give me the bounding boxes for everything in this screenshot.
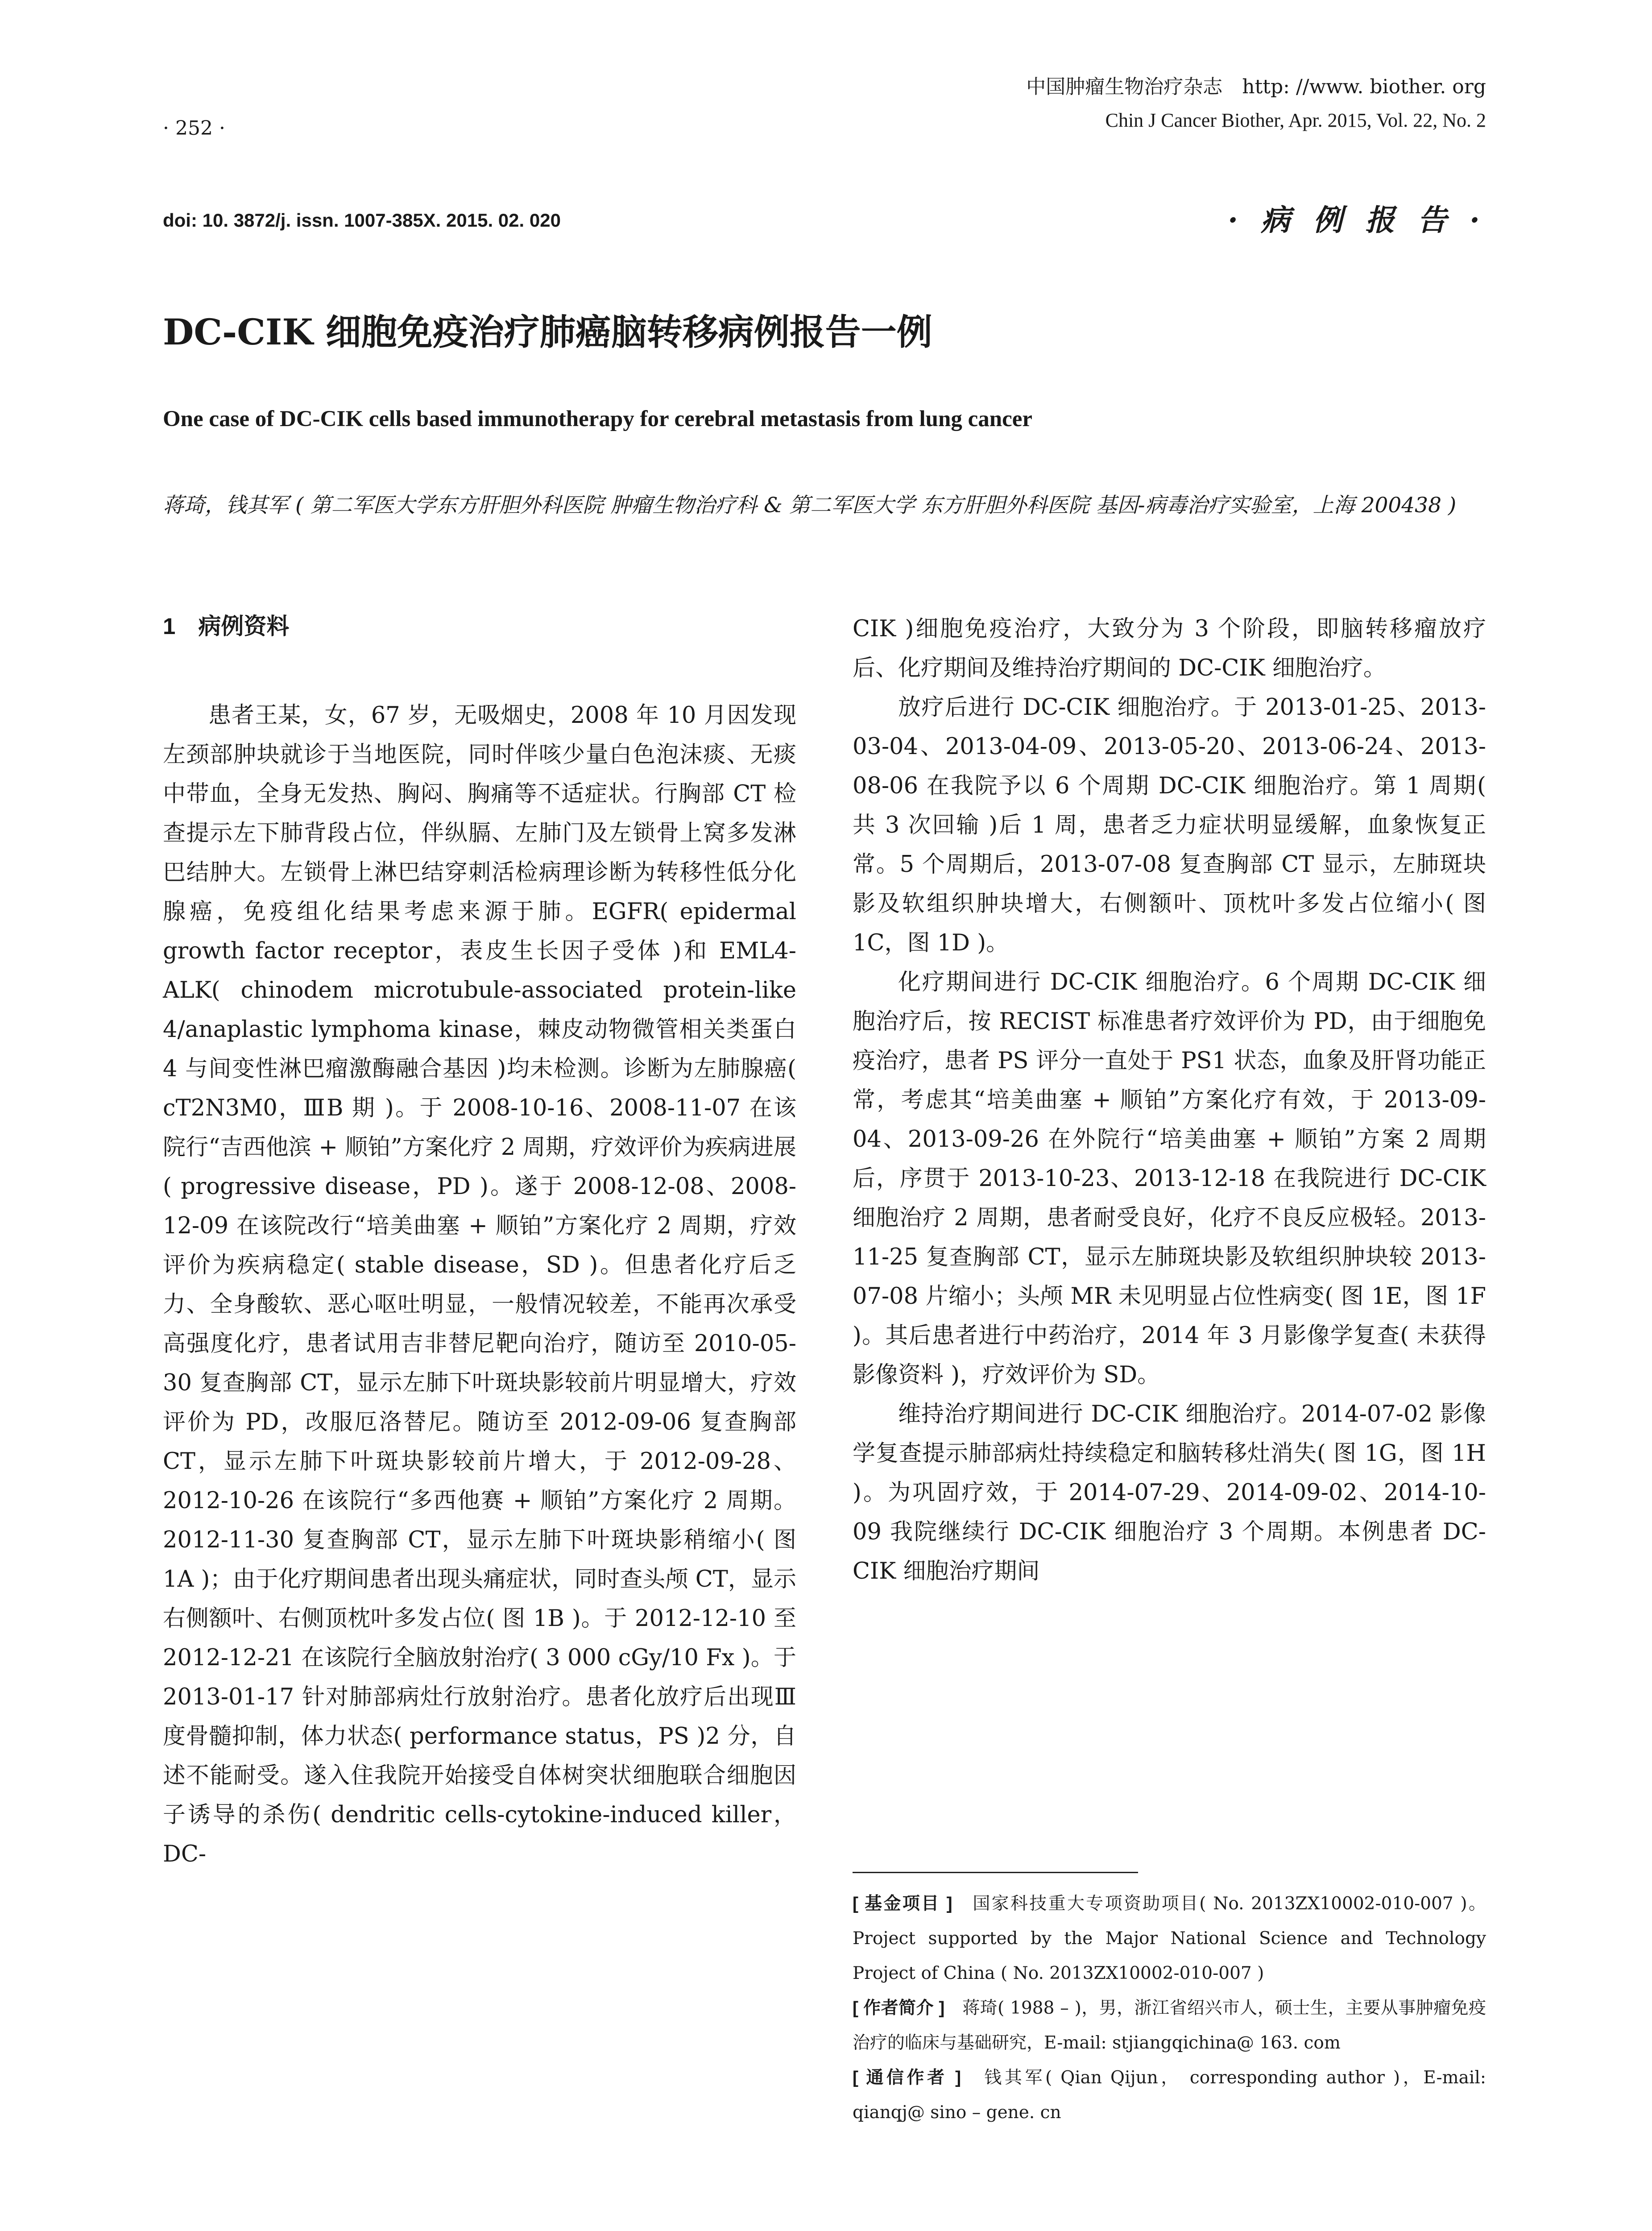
paragraph: 放疗后进行 DC-CIK 细胞治疗。于 2013-01-25、2013-03-04、2013-04-09、2013-05-20、2013-06-24、2013-08-06 在我院予以 6 个周期 DC-CIK 细胞治疗。第 1 周期( 共 3 次回输 )后 1 周，患者乏力症状明显缓解，血象恢复正常。5 个周期后，2013-07-08 复查胸部 CT 显示，左肺斑块影及软组织肿块增大，右侧额叶、顶枕叶多发占位缩小( 图 1C，图 1D )。 [853, 694, 1486, 956]
paragraph-continuation: CIK )细胞免疫治疗，大致分为 3 个阶段，即脑转移瘤放疗后、化疗期间及维持治疗期间的 DC-CIK 细胞治疗。 [853, 616, 1486, 681]
right-column [853, 610, 1486, 1591]
footnote-fund [853, 1887, 1486, 1991]
footnote-text: 国家科技重大专项资助项目( No. 2013ZX10002-010-007 )。Project supported by the Major National Science and Technology Project of China ( No. 2013ZX10002-010-007 ) [853, 1894, 1486, 1983]
footnote-corresponding [853, 2061, 1486, 2130]
footnote-label: [ 通信作者 ] [853, 2068, 961, 2087]
article-title-en: One case of DC-CIK cells based immunotherapy for cerebral metastasis from lung cancer [163, 406, 1033, 431]
section-heading: 1 病例资料 [163, 614, 290, 639]
footnote-author [853, 1991, 1486, 2061]
footnote-text: 蒋琦( 1988 – )，男，浙江省绍兴市人，硕士生，主要从事肿瘤免疫治疗的临床与基础研究，E-mail: stjiangqichina@ 163. com [853, 1998, 1486, 2053]
paragraph: 患者王某，女，67 岁，无吸烟史，2008 年 10 月因发现左颈部肿块就诊于当地医院，同时伴咳少量白色泡沫痰、无痰中带血，全身无发热、胸闷、胸痛等不适症状。行胸部 CT 检查提示左下肺背段占位，伴纵膈、左肺门及左锁骨上窝多发淋巴结肿大。左锁骨上淋巴结穿刺活检病理诊断为转移性低分化腺癌，免疫组化结果考虑来源于肺。EGFR( epidermal growth factor receptor，表皮生长因子受体 )和 EML4-ALK( chinodem microtubule-associated protein-like 4/anaplastic lymphoma kinase，棘皮动物微管相关类蛋白 4 与间变性淋巴瘤激酶融合基因 )均未检测。诊断为左肺腺癌( cT2N3M0，ⅢB 期 )。于 2008-10-16、2008-11-07 在该院行“吉西他滨 + 顺铂”方案化疗 2 周期，疗效评价为疾病进展( progressive disease，PD )。遂于 2008-12-08、2008-12-09 在该院改行“培美曲塞 + 顺铂”方案化疗 2 周期，疗效评价为疾病稳定( stable disease，SD )。但患者化疗后乏力、全身酸软、恶心呕吐明显，一般情况较差，不能再次承受高强度化疗，患者试用吉非替尼靶向治疗，随访至 2010-05-30 复查胸部 CT，显示左肺下叶斑块影较前片明显增大，疗效评价为 PD，改服厄洛替尼。随访至 2012-09-06 复查胸部 CT，显示左肺下叶斑块影较前片增大，于 2012-09-28、2012-10-26 在该院行“多西他赛 + 顺铂”方案化疗 2 周期。2012-11-30 复查胸部 CT，显示左肺下叶斑块影稍缩小( 图 1A )；由于化疗期间患者出现头痛症状，同时查头颅 CT，显示右侧额叶、右侧顶枕叶多发占位( 图 1B )。于 2012-12-10 至 2012-12-21 在该院行全脑放射治疗( 3 000 cGy/10 Fx )。于 2013-01-17 针对肺部病灶行放射治疗。患者化放疗后出现Ⅲ度骨髓抑制，体力状态( performance status，PS )2 分，自述不能耐受。遂入住我院开始接受自体树突状细胞联合细胞因子诱导的杀伤( dendritic cells-cytokine-induced killer，DC- [163, 702, 796, 1867]
journal-citation-en: Chin J Cancer Biother, Apr. 2015, Vol. 22, No. 2 [1105, 109, 1486, 131]
paragraph: 化疗期间进行 DC-CIK 细胞治疗。6 个周期 DC-CIK 细胞治疗后，按 RECIST 标准患者疗效评价为 PD，由于细胞免疫治疗，患者 PS 评分一直处于 PS1 状态，血象及肝肾功能正常，考虑其“培美曲塞 + 顺铂”方案化疗有效，于 2013-09-04、2013-09-26 在外院行“培美曲塞 + 顺铂”方案 2 周期后，序贯于 2013-10-23、2013-12-18 在我院进行 DC-CIK 细胞治疗 2 周期，患者耐受良好，化疗不良反应极轻。2013-11-25 复查胸部 CT，显示左肺斑块影及软组织肿块较 2013-07-08 片缩小；头颅 MR 未见明显占位性病变( 图 1E，图 1F )。其后患者进行中药治疗，2014 年 3 月影像学复查( 未获得影像资料 )，疗效评价为 SD。 [853, 969, 1486, 1388]
footnotes [853, 1887, 1486, 2130]
footnote-label: [ 作者简介 ] [853, 1999, 945, 2018]
footnote-divider [853, 1872, 1138, 1873]
footnote-text: 钱其军( Qian Qijun， corresponding author )，E-mail: qianqj@ sino – gene. cn [853, 2068, 1486, 2123]
footnote-label: [ 基金项目 ] [853, 1894, 952, 1913]
authors-affiliation: 蒋琦，钱其军 ( 第二军医大学东方肝胆外科医院 肿瘤生物治疗科 & 第二军医大学 东方肝胆外科医院 基因-病毒治疗实验室，上海 200438 ) [163, 493, 1457, 518]
paragraph: 维持治疗期间进行 DC-CIK 细胞治疗。2014-07-02 影像学复查提示肺部病灶持续稳定和脑转移灶消失( 图 1G，图 1H )。为巩固疗效，于 2014-07-29、2014-09-02、2014-10-09 我院继续行 DC-CIK 细胞治疗 3 个周期。本例患者 DC-CIK 细胞治疗期间 [853, 1401, 1486, 1584]
section-tag: · 病 例 报 告 · [1228, 203, 1486, 237]
left-column [163, 607, 796, 1874]
article-title-cn: DC-CIK 细胞免疫治疗肺癌脑转移病例报告一例 [163, 311, 932, 353]
journal-name-cn: 中国肿瘤生物治疗杂志 http: //www. biother. org [1026, 75, 1486, 98]
page-number: · 252 · [163, 117, 225, 140]
doi: doi: 10. 3872/j. issn. 1007-385X. 2015. 02. 020 [163, 210, 561, 231]
